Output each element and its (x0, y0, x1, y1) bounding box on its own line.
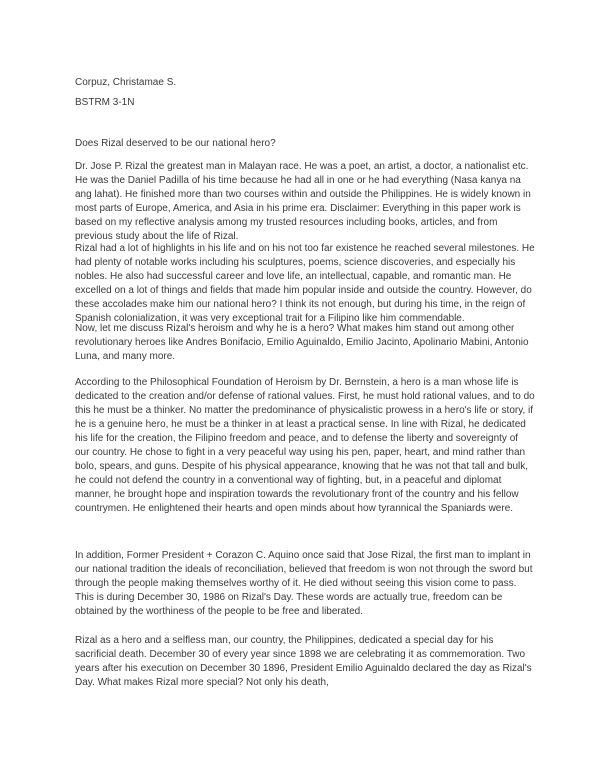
paragraph: According to the Philosophical Foundation of Heroism by Dr. Bernstein, a hero is a man whose life is dedicated to the creation and/or defense of rational values. First, he must hold rational values, and to do this he must be a thinker. No matter the predominance of physicalistic prowess in a hero's life or story, if he is a genuine hero, he must be a thinker in at least a practical sense. In line with Rizal, he dedicated his life for the creation, the Filipino freedom and peace, and to defense the liberty and sovereignty of our country. He chose to fight in a very peaceful way using his pen, paper, heart, and mind rather than bolo, spears, and guns. Despite of his physical appearance, knowing that he was not that tall and bulk, he could not defend the country in a conventional way of fighting, but, in a peaceful and diplomat manner, he brought hope and inspiration towards the revolutionary front of the country and his fellow countrymen. He enlightened their hearts and open minds about how tyrannical the Spaniards were. (75, 377, 535, 514)
paragraph: Rizal had a lot of highlights in his life and on his not too far existence he reached several milestones. He had plenty of notable works including his sculptures, poems, science discoveries, and especially his nobles. He also had successful career and love life, an intellectual, capable, and romantic man. He excelled on a lot of things and fields that made him popular inside and outside the country. However, do these accolades make him our national hero? I think its not enough, but during his time, in the reign of Spanish colonialization, it was very exceptional trait for a Filipino like him commendable. (75, 243, 535, 324)
paragraph: Now, let me discuss Rizal's heroism and why he is a hero? What makes him stand out among other revolutionary heroes like Andres Bonifacio, Emilio Aguinaldo, Emilio Jacinto, Apolinario Mabini, Antonio Luna, and many more. (75, 323, 529, 362)
paragraph: In addition, Former President + Corazon C. Aquino once said that Jose Rizal, the first man to implant in our national tradition the ideals of reconciliation, believed that freedom is won not through the sword but through the people making themselves worthy of it. He died without seeing this vision come to pass. This is during December 30, 1986 on Rizal's Day. These words are actually true, freedom can be obtained by the worthiness of the people to be free and liberated. (75, 550, 533, 617)
section-code: BSTRM 3-1N (75, 97, 135, 108)
paragraph: Dr. Jose P. Rizal the greatest man in Malayan race. He was a poet, an artist, a doctor, a nationalist etc. He was the Daniel Padilla of his time because he had all in one or he had everything (Nasa kanya na ang lahat). He finished more than two courses within and outside the Philippines. He is widely known in most parts of Europe, America, and Asia in his prime era. Disclaimer: Everything in this paper work is based on my reflective analysis among my trusted resources including books, articles, and from previous study about the life of Rizal. (75, 161, 531, 242)
essay-question: Does Rizal deserved to be our national hero? (75, 138, 276, 149)
paragraph: Rizal as a hero and a selfless man, our country, the Philippines, dedicated a special day for his sacrificial death. December 30 of every year since 1898 we are celebrating it as commemoration. Two years after his execution on December 30 1896, President Emilio Aguinaldo declared the day as Rizal's Day. What makes Rizal more special? Not only his death, (75, 635, 532, 688)
author-name: Corpuz, Christamae S. (75, 77, 177, 88)
